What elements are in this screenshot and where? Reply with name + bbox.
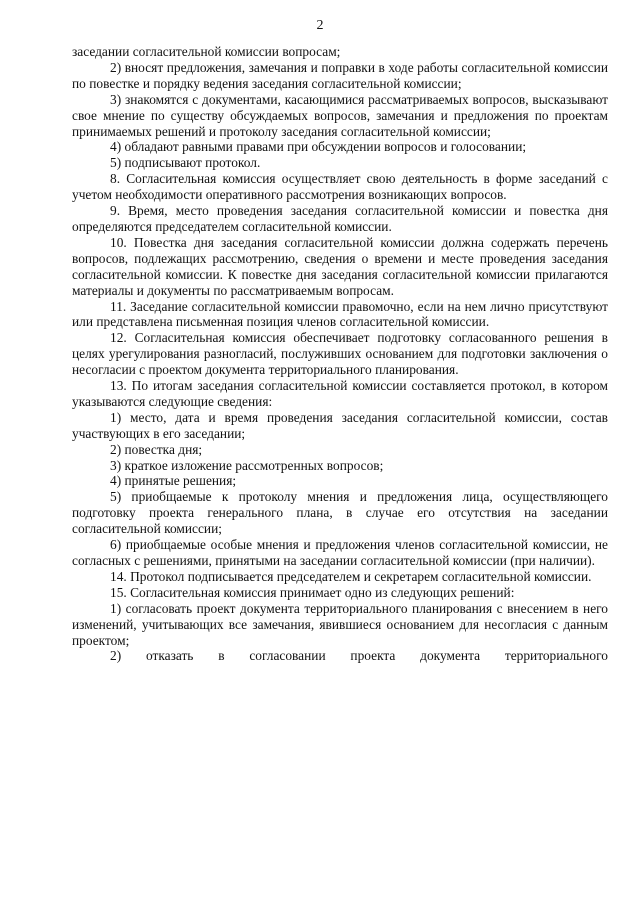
page-number: 2 [316,18,324,33]
paragraph: 12. Согласительная комиссия обеспечивает подготовку согласованного решения в целях урегулирования разногласий, послуживших основанием для подготовки заключения о несогласии с проектом документа территориального планирования. [72,330,608,378]
paragraph: 15. Согласительная комиссия принимает одно из следующих решений: [110,584,515,600]
paragraph: 6) приобщаемые особые мнения и предложения членов согласительной комиссии, не согласных с решениями, принятыми на заседании согласительной комиссии (при наличии). [72,537,608,568]
paragraph: 9. Время, место проведения заседания согласительной комиссии и повестка дня определяются председателем согласительной комиссии. [72,203,608,234]
paragraph: 5) подписывают протокол. [110,155,261,171]
paragraph: 3) краткое изложение рассмотренных вопросов; [110,457,384,473]
paragraph: 2) повестка дня; [110,441,203,457]
paragraph: 10. Повестка дня заседания согласительной комиссии должна содержать перечень вопросов, подлежащих рассмотрению, сведения о времени и месте проведения заседания согласительной комиссии. К повестке дня заседания согласительной комиссии прилагаются материалы и документы по рассматриваемым вопросам. [72,234,608,298]
paragraph: 5) приобщаемые к протоколу мнения и предложения лица, осуществляющего подготовку проекта генерального плана, в случае его отсутствия на заседании согласительной комиссии; [72,489,608,537]
paragraph: 4) обладают равными правами при обсуждении вопросов и голосовании; [110,139,527,155]
paragraph: 3) знакомятся с документами, касающимися рассматриваемых вопросов, высказывают свое мнение по существу обсуждаемых вопросов, замечания и предложения по проектам принимаемых решений и протоколу заседания согласительной комиссии; [72,91,608,139]
paragraph: 13. По итогам заседания согласительной комиссии составляется протокол, в котором указываются следующие сведения: [72,378,608,409]
paragraph: 4) принятые решения; [110,473,237,489]
paragraph: заседании согласительной комиссии вопросам; [72,44,341,59]
paragraph: 8. Согласительная комиссия осуществляет свою деятельность в форме заседаний с учетом необходимости оперативного рассмотрения возникающих вопросов. [72,171,608,203]
paragraph: 1) место, дата и время проведения заседания согласительной комиссии, состав участвующих в его заседании; [72,409,608,441]
paragraph: 11. Заседание согласительной комиссии правомочно, если на нем лично присутствуют или представлена письменная позиция членов согласительной комиссии. [72,298,608,330]
paragraph: 2) вносят предложения, замечания и поправки в ходе работы согласительной комиссии по повестке и порядку ведения заседания согласительной комиссии; [72,59,608,91]
paragraph: 1) согласовать проект документа территориального планирования с внесением в него изменений, учитывающих все замечания, явившиеся основанием для несогласия с данным проектом; [72,600,608,648]
paragraph: 14. Протокол подписывается председателем и секретарем согласительной комиссии. [110,568,592,584]
document-body [72,44,608,664]
paragraph: 2) отказать в согласовании проекта документа территориального [110,648,608,664]
